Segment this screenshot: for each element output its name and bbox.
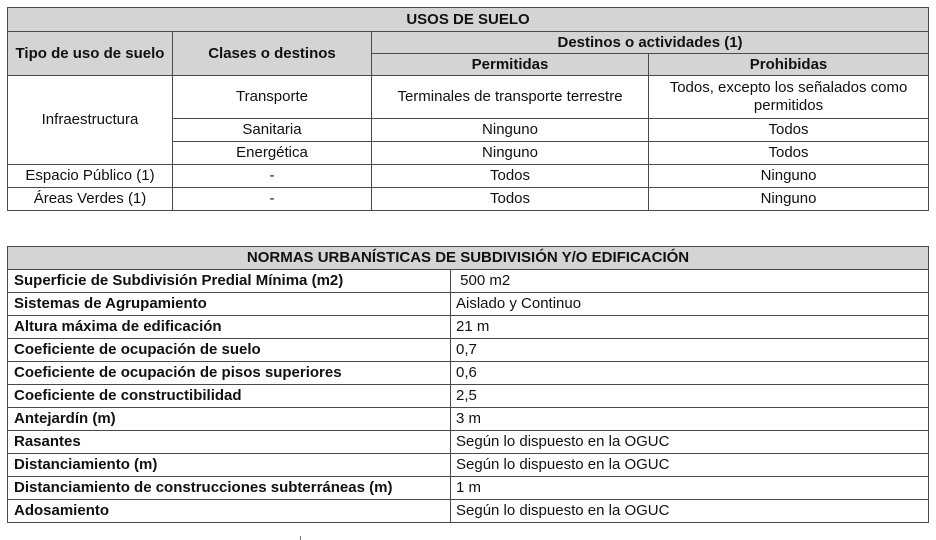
clase-cell: Sanitaria (173, 119, 372, 142)
tipo-cell: Espacio Público (1) (8, 165, 173, 188)
page-mark (300, 536, 301, 540)
table-row (8, 385, 929, 408)
prohibidas-cell: Todos (649, 119, 929, 142)
norma-label: Coeficiente de constructibilidad (8, 385, 451, 408)
table-row (8, 362, 929, 385)
norma-value: Aislado y Continuo (451, 293, 929, 316)
usos-title: USOS DE SUELO (8, 8, 929, 32)
normas-title: NORMAS URBANÍSTICAS DE SUBDIVISIÓN Y/O EDIFICACIÓN (8, 247, 929, 270)
prohibidas-cell: Ninguno (649, 188, 929, 211)
table-row (8, 316, 929, 339)
clase-cell: Transporte (173, 76, 372, 119)
norma-value: 21 m (451, 316, 929, 339)
norma-label: Rasantes (8, 431, 451, 454)
header-prohibidas: Prohibidas (649, 54, 929, 76)
tipo-cell: Infraestructura (8, 76, 173, 165)
norma-value: 0,6 (451, 362, 929, 385)
table-row (8, 431, 929, 454)
clase-cell: - (173, 188, 372, 211)
permitidas-cell: Ninguno (372, 142, 649, 165)
header-permitidas: Permitidas (372, 54, 649, 76)
norma-label: Coeficiente de ocupación de suelo (8, 339, 451, 362)
table-row (8, 188, 929, 211)
table-row (8, 270, 929, 293)
permitidas-cell: Todos (372, 165, 649, 188)
norma-value: 2,5 (451, 385, 929, 408)
table-row (8, 165, 929, 188)
norma-value: 3 m (451, 408, 929, 431)
norma-label: Sistemas de Agrupamiento (8, 293, 451, 316)
permitidas-cell: Ninguno (372, 119, 649, 142)
usos-de-suelo-table (7, 7, 929, 211)
norma-value: 1 m (451, 477, 929, 500)
table-row (8, 293, 929, 316)
norma-value: 500 m2 (451, 270, 929, 293)
permitidas-cell: Terminales de transporte terrestre (372, 76, 649, 119)
norma-label: Distanciamiento (m) (8, 454, 451, 477)
norma-label: Coeficiente de ocupación de pisos superiores (8, 362, 451, 385)
norma-value: 0,7 (451, 339, 929, 362)
header-destinos: Destinos o actividades (1) (372, 32, 929, 54)
table-row (8, 339, 929, 362)
table-row (8, 76, 929, 119)
header-clases: Clases o destinos (173, 32, 372, 76)
norma-value: Según lo dispuesto en la OGUC (451, 500, 929, 523)
permitidas-cell: Todos (372, 188, 649, 211)
norma-label: Adosamiento (8, 500, 451, 523)
norma-label: Antejardín (m) (8, 408, 451, 431)
norma-value: Según lo dispuesto en la OGUC (451, 454, 929, 477)
prohibidas-cell: Ninguno (649, 165, 929, 188)
clase-cell: Energética (173, 142, 372, 165)
table-row (8, 477, 929, 500)
table-row (8, 454, 929, 477)
norma-value: Según lo dispuesto en la OGUC (451, 431, 929, 454)
norma-label: Distanciamiento de construcciones subterráneas (m) (8, 477, 451, 500)
normas-urbanisticas-table (7, 246, 929, 523)
tipo-cell: Áreas Verdes (1) (8, 188, 173, 211)
table-row (8, 500, 929, 523)
norma-label: Superficie de Subdivisión Predial Mínima (m2) (8, 270, 451, 293)
table-row (8, 408, 929, 431)
norma-label: Altura máxima de edificación (8, 316, 451, 339)
clase-cell: - (173, 165, 372, 188)
header-tipo: Tipo de uso de suelo (8, 32, 173, 76)
prohibidas-cell: Todos (649, 142, 929, 165)
prohibidas-cell: Todos, excepto los señalados como permitidos (649, 76, 929, 119)
